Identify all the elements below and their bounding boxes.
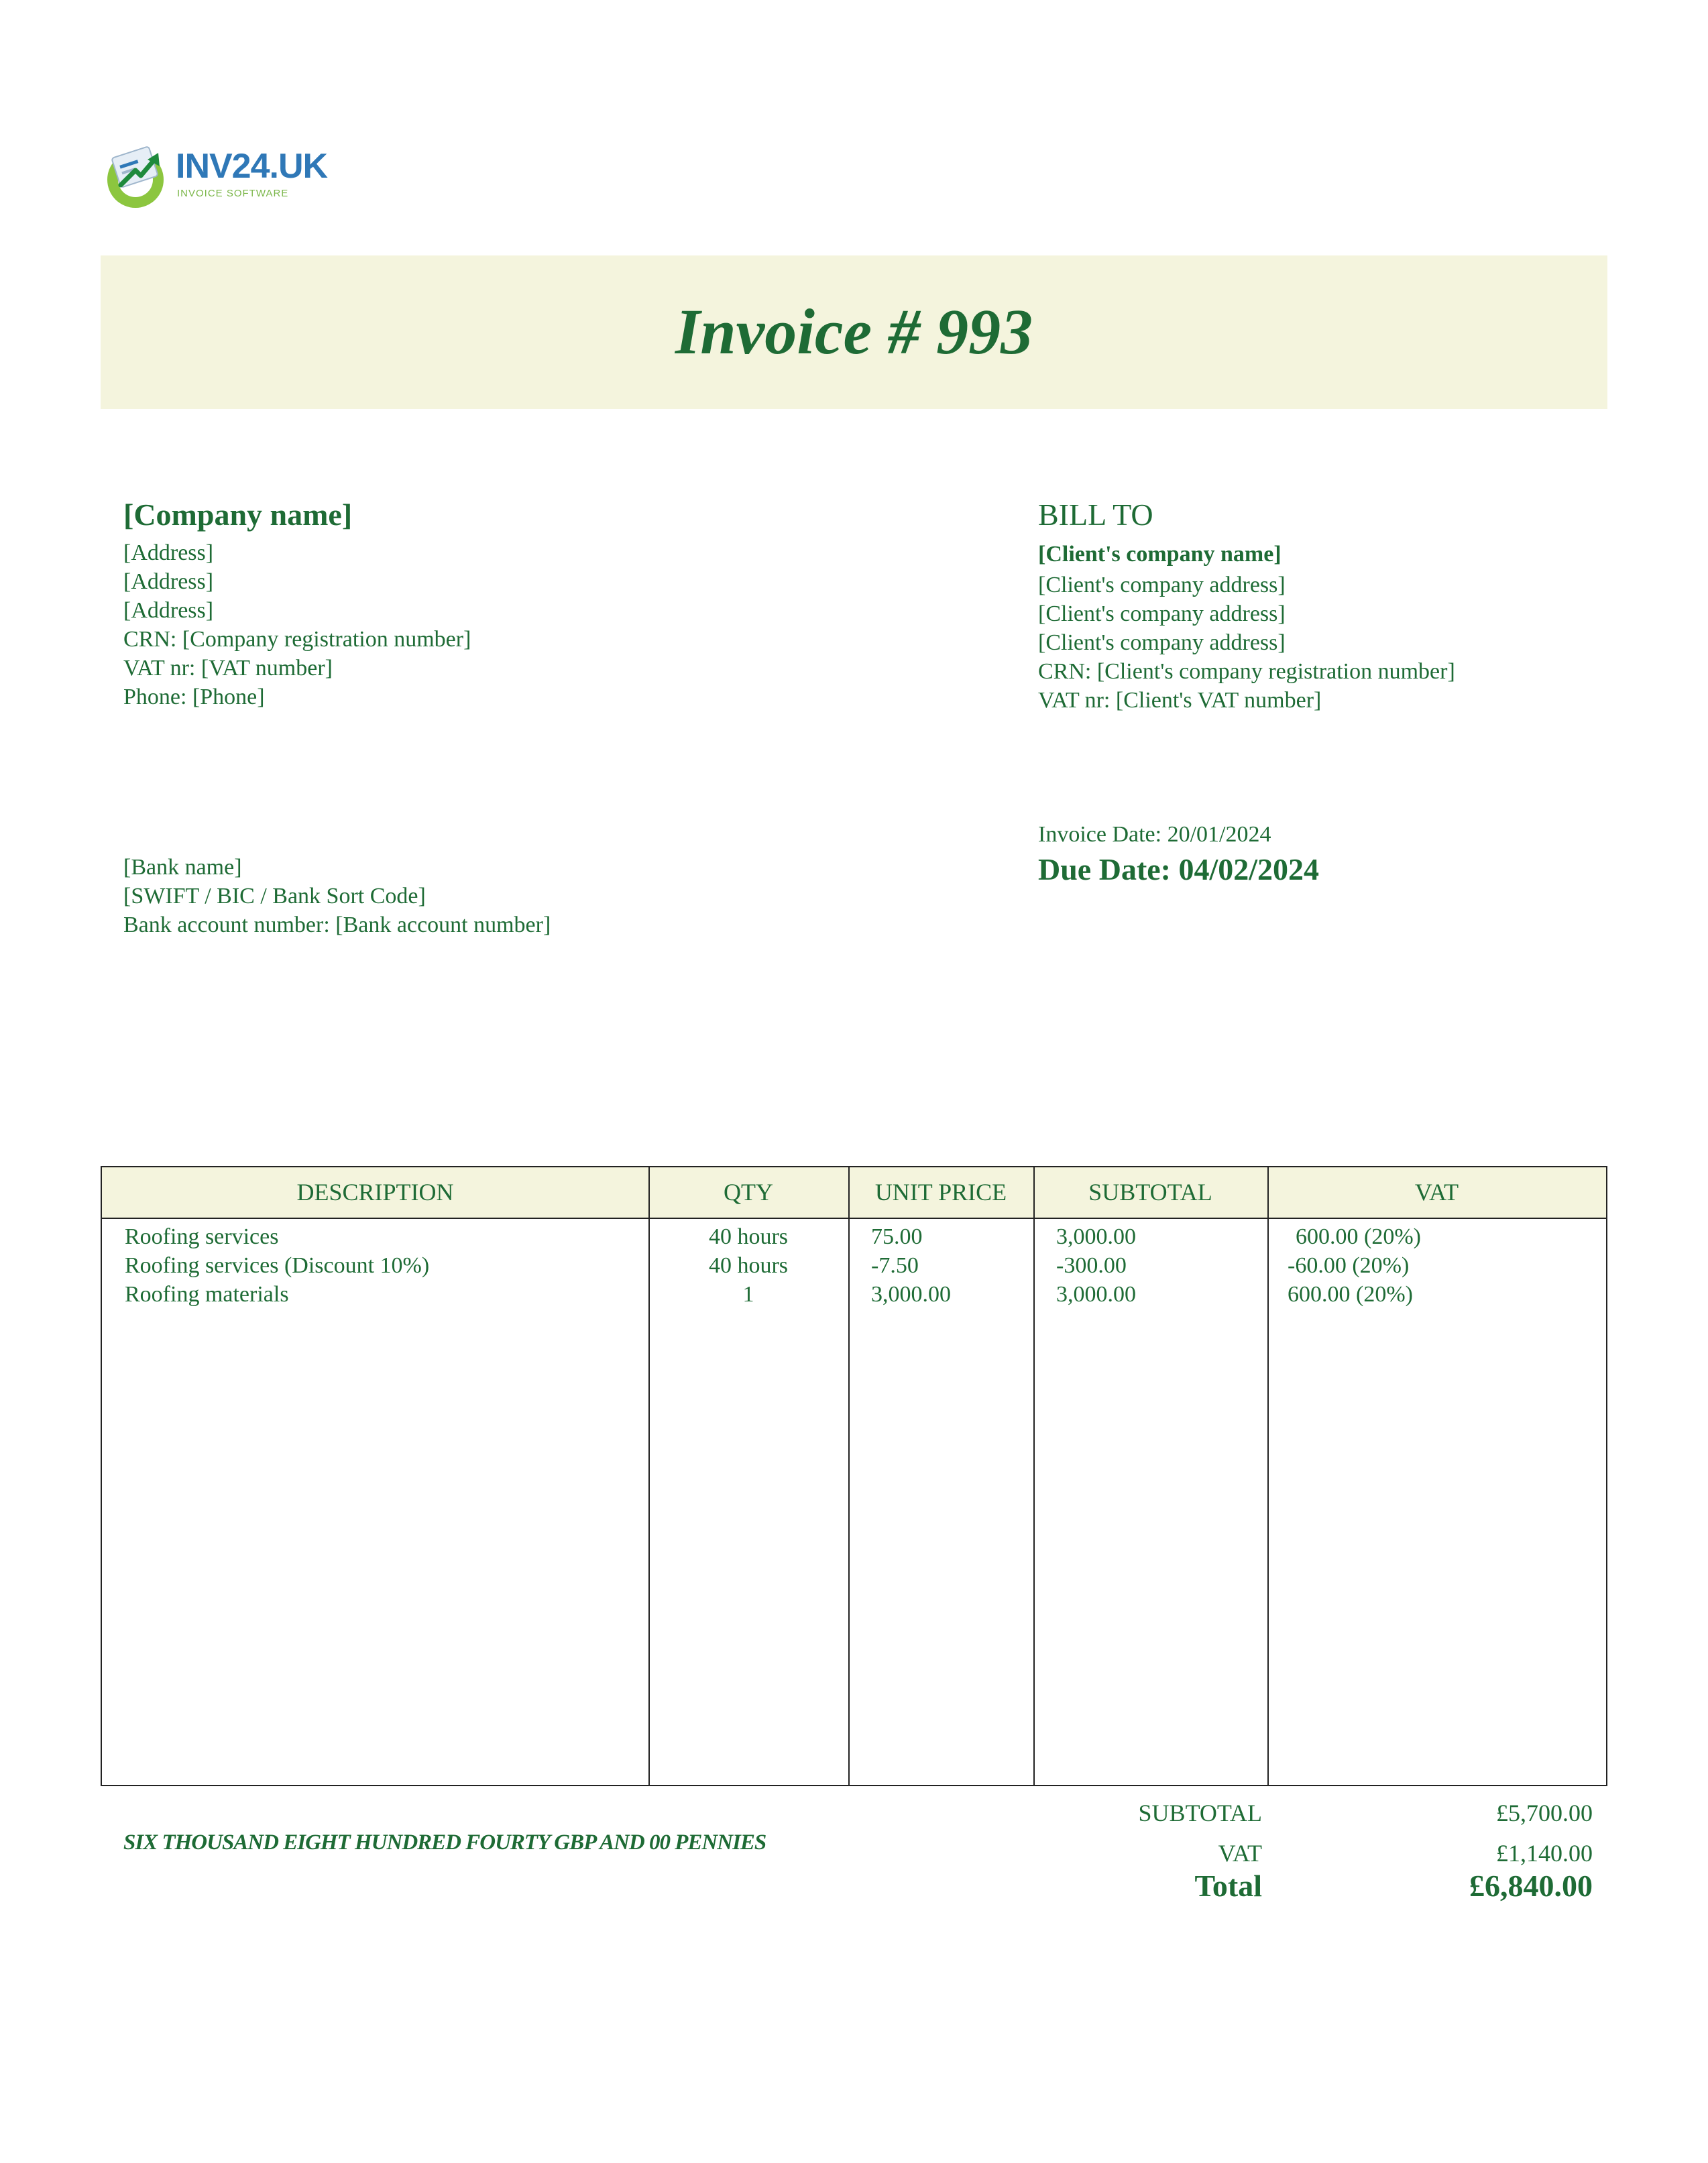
line-items-table: [101, 1166, 1607, 1786]
item-qty: 1: [742, 1282, 754, 1307]
seller-phone: Phone: [Phone]: [123, 685, 265, 709]
item-vat: -60.00 (20%): [1288, 1253, 1410, 1278]
summary-subtotal-value: £5,700.00: [1496, 1800, 1593, 1826]
due-date: Due Date: 04/02/2024: [1038, 852, 1320, 886]
bill-to-heading: BILL TO: [1038, 498, 1153, 532]
client-vat-number: VAT nr: [Client's VAT number]: [1038, 688, 1322, 713]
seller-vat-number: VAT nr: [VAT number]: [123, 656, 333, 681]
item-unit-price: 75.00: [871, 1224, 923, 1249]
company-logo: [101, 142, 328, 209]
item-subtotal: 3,000.00: [1056, 1224, 1136, 1249]
title-band: [101, 255, 1607, 409]
seller-block: [123, 491, 928, 711]
item-qty: 40 hours: [708, 1224, 789, 1249]
invoice-date: Invoice Date: 20/01/2024: [1038, 822, 1271, 847]
logo-brand: INV24.UK: [176, 147, 328, 186]
summary-subtotal-label: SUBTOTAL: [1138, 1800, 1262, 1826]
item-subtotal: -300.00: [1056, 1253, 1127, 1278]
table-body: [102, 1222, 1606, 1309]
header-unit-price: UNIT PRICE: [874, 1179, 1007, 1206]
amount-in-words: SIX THOUSAND EIGHT HUNDRED FOURTY GBP AND 00 PENNIES: [123, 1830, 766, 1855]
summary-total-value: £6,840.00: [1469, 1869, 1593, 1903]
bank-code: [SWIFT / BIC / Bank Sort Code]: [123, 884, 426, 909]
bill-to-block: [1038, 491, 1601, 715]
client-address-line: [Client's company address]: [1038, 573, 1286, 597]
item-description: Roofing services: [125, 1224, 279, 1249]
logo-icon: [101, 142, 173, 209]
table-row: [102, 1222, 1606, 1251]
bank-account-number: Bank account number: [Bank account number]: [123, 913, 551, 937]
dates-block: [1038, 819, 1601, 889]
bank-name: [Bank name]: [123, 855, 242, 880]
table-row: [102, 1251, 1606, 1280]
item-description: Roofing services (Discount 10%): [125, 1253, 430, 1278]
client-company-name: [Client's company name]: [1038, 542, 1282, 567]
header-qty: QTY: [724, 1179, 773, 1206]
table-header: [102, 1167, 1606, 1219]
summary-vat-label: VAT: [1218, 1840, 1262, 1867]
bank-details: [123, 853, 928, 939]
header-vat: VAT: [1414, 1179, 1459, 1206]
logo-tagline: INVOICE SOFTWARE: [177, 188, 289, 199]
item-unit-price: 3,000.00: [871, 1282, 951, 1307]
item-unit-price: -7.50: [871, 1253, 919, 1278]
client-address-line: [Client's company address]: [1038, 601, 1286, 626]
header-subtotal: SUBTOTAL: [1088, 1179, 1212, 1206]
item-vat: 600.00 (20%): [1288, 1282, 1413, 1307]
item-vat: 600.00 (20%): [1296, 1224, 1421, 1249]
seller-address-line: [Address]: [123, 598, 214, 623]
table-row: [102, 1280, 1606, 1309]
summary-total-label: Total: [1194, 1869, 1262, 1903]
seller-crn: CRN: [Company registration number]: [123, 627, 471, 652]
client-crn: CRN: [Client's company registration number]: [1038, 659, 1455, 684]
item-description: Roofing materials: [125, 1282, 289, 1307]
invoice-title: Invoice # 993: [675, 296, 1033, 367]
seller-address-line: [Address]: [123, 569, 214, 594]
seller-company-name: [Company name]: [123, 498, 353, 532]
item-qty: 40 hours: [708, 1253, 789, 1278]
client-address-line: [Client's company address]: [1038, 630, 1286, 655]
summary-vat-value: £1,140.00: [1496, 1840, 1593, 1867]
header-description: DESCRIPTION: [296, 1179, 454, 1206]
item-subtotal: 3,000.00: [1056, 1282, 1136, 1307]
seller-address-line: [Address]: [123, 540, 214, 565]
